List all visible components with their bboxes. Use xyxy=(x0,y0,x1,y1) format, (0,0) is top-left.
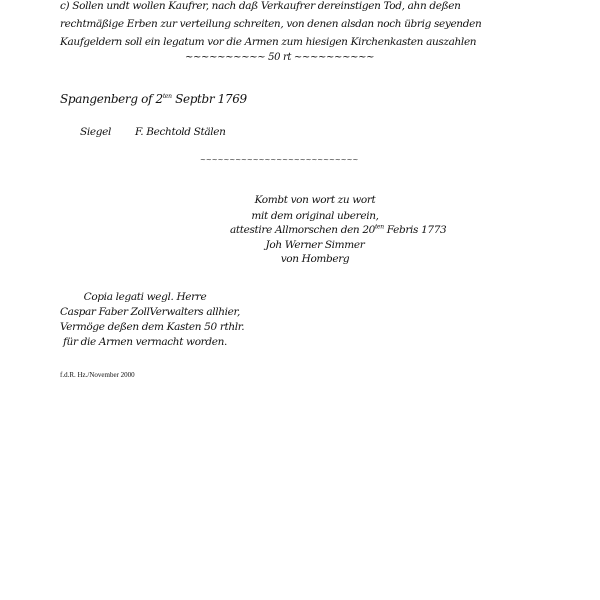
clause-line-1: c) Sollen undt wollen Kaufrer, nach daß Verkaufrer dereinstigen Tod, ahn deßen xyxy=(60,0,461,12)
footer-note: f.d.R. Hz./November 2000 xyxy=(60,371,135,379)
place-date-rest: Septbr 1769 xyxy=(171,92,247,106)
attestation-line-3 xyxy=(230,223,447,236)
place-date xyxy=(60,92,247,106)
note-line-4: für die Armen vermacht worden. xyxy=(63,336,227,348)
attestation-line-3-b: Febris 1773 xyxy=(383,224,447,236)
attestation-line-1: Kombt von wort zu wort xyxy=(254,194,376,206)
legacy-amount: ~~~~~~~~~~ 50 rt ~~~~~~~~~~ xyxy=(185,52,375,63)
attestation-line-3-a: attestire Allmorschen den 20 xyxy=(230,224,375,236)
note-line-3: Vermöge deßen dem Kasten 50 rthlr. xyxy=(60,321,245,333)
signatory-name: F. Bechtold Stälen xyxy=(135,126,226,138)
place-date-sup: ten xyxy=(162,93,172,100)
attestation-line-3-sup: ten xyxy=(375,223,384,231)
place-date-text: Spangenberg of 2 xyxy=(60,92,163,106)
note-line-2: Caspar Faber ZollVerwalters allhier, xyxy=(60,306,241,318)
separator-line: ~~~~~~~~~~~~~~~~~~~~~~~~~~~ xyxy=(200,156,359,164)
attestation-line-4: Joh Werner Simmer xyxy=(265,239,365,251)
clause-line-3: Kaufgeldern soll ein legatum vor die Armen zum hiesigen Kirchenkasten auszahlen xyxy=(60,36,477,48)
clause-line-2: rechtmäßige Erben zur verteilung schreiten, von denen alsdan noch übrig seyenden xyxy=(60,18,482,30)
attestation-line-2: mit dem original uberein, xyxy=(251,210,379,222)
seal-label: Siegel xyxy=(80,126,111,138)
attestation-line-5: von Homberg xyxy=(280,253,350,265)
note-line-1: Copia legati wegl. Herre xyxy=(83,291,207,303)
